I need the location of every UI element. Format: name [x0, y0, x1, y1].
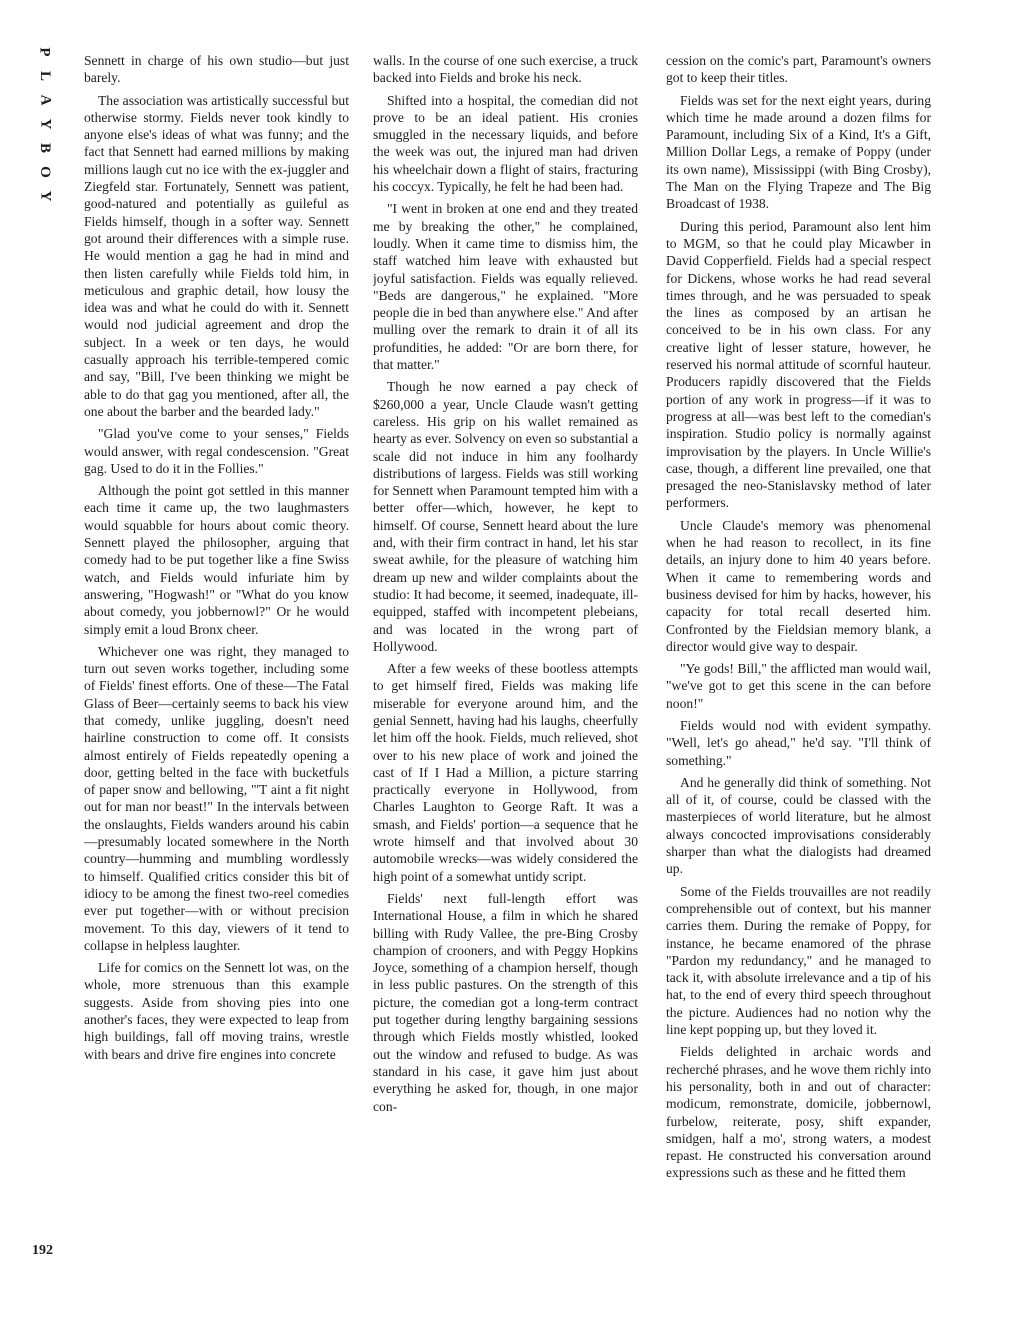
paragraph: Though he now earned a pay check of $260,000 a year, Uncle Claude wasn't getting careless. His grip on his wallet remained as hearty as ever. Solvency on even so substantial a scale did not induce in him any foolhardy distributions of largess. Fields was still working for Sennett when Paramount tempted him with a better offer—which, however, he kept to himself. Of course, Sennett heard about the lure and, with their firm contract in hand, let his star sweat awhile, for the pleasure of watching him dream up new and wilder complaints about the studio: It had become, it seemed, inadequate, ill-equipped, staffed with incompetent plebeians, and was located in the wrong part of Hollywood.: [373, 379, 638, 654]
text-column-1: [84, 52, 349, 1267]
paragraph: Sennett in charge of his own studio—but just barely.: [84, 53, 349, 86]
page-number: 192: [32, 1243, 53, 1258]
paragraph: Fields delighted in archaic words and recherché phrases, and he wove them richly into his personality, both in and out of character: modicum, remonstrate, domicile, jobbernowl, furbelow, reiterate, posy, shift expander, smidgen, half a mo', strong waters, a modest repast. He constructed his conversation around expressions such as these and he fitted them: [666, 1044, 931, 1181]
paragraph: "Glad you've come to your senses," Fields would answer, with regal condescension. "Great gag. Used to do it in the Follies.": [84, 426, 349, 476]
paragraph: Fields' next full-length effort was International House, a film in which he shared billing with Rudy Vallee, the pre-Bing Crosby champion of crooners, and with Peggy Hopkins Joyce, something of a champion herself, though in less public pastures. On the strength of this picture, the comedian got a long-term contract put together during lengthy bargaining sessions through which Fields mostly whistled, looked out the window and refused to budge. As was standard in his case, it gave him just about everything he asked for, though, in one major con-: [373, 890, 638, 1114]
paragraph: After a few weeks of these bootless attempts to get himself fired, Fields was making life miserable for everyone around him, and the genial Sennett, having had his laughs, cheerfully let him off the hook. Fields, much relieved, shot over to his new place of work and joined the cast of If I Had a Million, a picture starring practically everyone in Hollywood, from Charles Laughton to George Raft. It was a smash, and Fields' portion—a sequence that he wrote himself and that involved about 30 automobile wrecks—was widely considered the high point of a somewhat untidy script.: [373, 661, 638, 884]
masthead-letter: B: [36, 142, 53, 154]
paragraph: During this period, Paramount also lent him to MGM, so that he could play Micawber in David Copperfield. Fields had a special respect for Dickens, whose works he had read several times through, and he was persuaded to speak the lines as composed by an artisan he conceived to be in his own class. For any creative light of lesser stature, however, he reserved his normal attitude of scornful hauteur. Producers rapidly discovered that the Fields portion of any work in progress—if it was to progress at all—was best left to the comedian's inspiration. Studio policy is normally against improvisation by the players. In Uncle Willie's case, though, a different line prevailed, one that presaged the neo-Stanislavsky method of later performers.: [666, 218, 931, 511]
masthead-letter: P: [36, 47, 53, 57]
text-column-2: [373, 52, 638, 1267]
masthead-letter: A: [37, 94, 53, 106]
masthead-letter: O: [36, 166, 53, 178]
paragraph: The association was artistically successful but otherwise stormy. Fields never took kindly to anyone else's ideas of what was funny; and the fact that Sennett had earned millions by making millions laugh cut no ice with the ex-juggler and Ziegfeld star. Fortunately, Sennett was patient, good-natured and potentially as guileful as Fields himself, though in a softer way. Sennett got around their differences with a simple ruse. He would mention a gag he had in mind and then listen carefully while Fields told him, in meticulous and graphic detail, how lousy the idea was and what he could do with it. Sennett would nod judicial agreement and drop the subject. In a week or ten days, he would casually approach his terrible-tempered comic and say, "Bill, I've been thinking we might be able to do that gag you mentioned, after all, the one about the barber and the bearded lady.": [84, 92, 349, 419]
text-column-3: [666, 52, 931, 1267]
masthead-letter: Y: [37, 190, 53, 202]
paragraph: walls. In the course of one such exercise, a truck backed into Fields and broke his neck.: [373, 53, 638, 86]
paragraph: Life for comics on the Sennett lot was, on the whole, more strenuous than this example suggests. Aside from shoving pies into one another's faces, they were expected to leap from high buildings, fall off moving trains, wrestle with bears and drive fire engines into concrete: [84, 960, 349, 1062]
paragraph: "Ye gods! Bill," the afflicted man would wail, "we've got to get this scene in the can before noon!": [666, 661, 931, 711]
paragraph: Although the point got settled in this manner each time it came up, the two laughmasters would squabble for hours about comic theory. Sennett played the philosopher, arguing that comedy had to be put together like a fine Swiss watch, and Fields would infuriate him by answering, "Hogwash!" or "What do you know about comedy, you jobbernowl?" Or he would simply emit a loud Bronx cheer.: [84, 483, 349, 637]
paragraph: And he generally did think of something. Not all of it, of course, could be classed with the masterpieces of world literature, but he almost always concocted improvisations considerably sharper than what the dialogists had dreamed up.: [666, 774, 931, 877]
paragraph: Some of the Fields trouvailles are not readily comprehensible out of context, but his manner carries them. During the remake of Poppy, for instance, he became enamored of the phrase "Pardon my redundancy," and he managed to tack it, with absolute irrelevance and a tip of his hat, to the end of every third speech throughout the picture. Audiences had no notion why the line kept popping up, but they loved it.: [666, 883, 931, 1038]
paragraph: Whichever one was right, they managed to turn out seven works together, including some of Fields' finest efforts. One of these—The Fatal Glass of Beer—certainly seems to back his view that comedy, unlike juggling, doesn't need hairline construction to come off. It consists almost entirely of Fields repeatedly opening a door, getting belted in the face with bucketfuls of paper snow and bellowing, "'T aint a fit night out for man nor beast!" In the intervals between the onslaughts, Fields wanders around his cabin—presumably located somewhere in the North country—humming and mumbling wordlessly to himself. Qualified critics consider this bit of idiocy to be among the finest two-reel comedies ever put together—with or without precision movement. To this day, viewers of it tend to collapse in helpless laughter.: [84, 643, 349, 953]
paragraph: "I went in broken at one end and they treated me by breaking the other," he complained, loudly. When it came time to dismiss him, the staff watched him leave with exhausted but joyful satisfaction. Fields was equally relieved. "Beds are dangerous," he explained. "More people die in bed than anywhere else." And after mulling over the remark to drain it of all its profundities, he added: "Or are born there, for that matter.": [373, 201, 638, 373]
paragraph: cession on the comic's part, Paramount's owners got to keep their titles.: [666, 53, 931, 86]
paragraph: Shifted into a hospital, the comedian did not prove to be an ideal patient. His cronies smuggled in the necessary liquids, and before the week was out, the injured man had driven his wheelchair down a flight of stairs, fracturing his coccyx. Typically, he felt he had been had.: [373, 92, 638, 195]
paragraph: Uncle Claude's memory was phenomenal when he had reason to recollect, in its fine details, an injury done to him 40 years before. When it came to remembering words and business devised for him by hacks, however, his capacity for total recall deserted him. Confronted by the Fieldsian memory blank, a director would give way to despair.: [666, 517, 931, 654]
magazine-name-vertical: [30, 40, 60, 208]
paragraph: Fields was set for the next eight years, during which time he made around a dozen films for Paramount, including Six of a Kind, It's a Gift, Million Dollar Legs, a remake of Poppy (under its own name), Mississippi (with Bing Crosby), The Man on the Flying Trapeze and The Big Broadcast of 1938.: [666, 92, 931, 212]
masthead-letter: Y: [37, 118, 53, 130]
paragraph: Fields would nod with evident sympathy. "Well, let's go ahead," he'd say. "I'll think of something.": [666, 717, 931, 768]
masthead-letter: L: [36, 70, 53, 82]
